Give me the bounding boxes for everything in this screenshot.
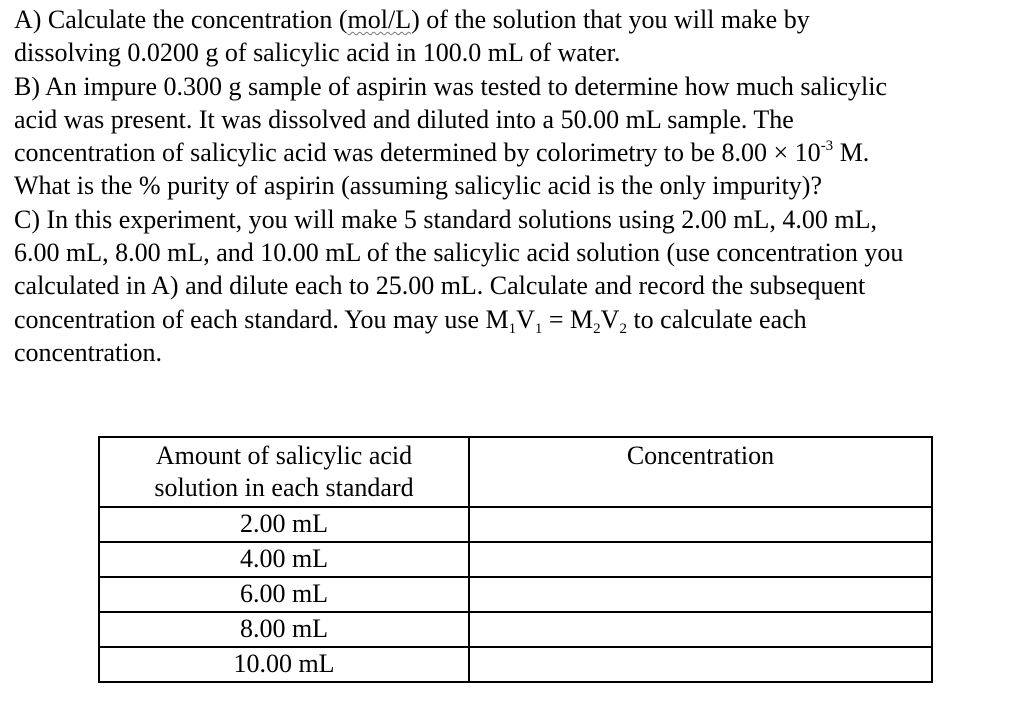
question-a: [14, 3, 1014, 70]
spelling-squiggle: mol/L: [347, 5, 412, 34]
table-row: [99, 577, 932, 612]
concentration-cell[interactable]: [469, 612, 932, 647]
concentration-cell[interactable]: [469, 507, 932, 542]
concentration-cell[interactable]: [469, 542, 932, 577]
subscript: 2: [619, 320, 627, 337]
question-b-line-1: B) An impure 0.300 g sample of aspirin was tested to determine how much salicylic: [14, 71, 887, 101]
concentration-column-header: Concentration: [469, 437, 932, 507]
amount-cell: 8.00 mL: [99, 612, 469, 647]
question-b-line-2: acid was present. It was dissolved and diluted into a 50.00 mL sample. The: [14, 104, 794, 134]
question-b-text: [14, 70, 1014, 203]
concentration-cell[interactable]: [469, 577, 932, 612]
question-b: [14, 70, 1014, 203]
table-row: [99, 507, 932, 542]
table-row: [99, 542, 932, 577]
question-c-line-2: 6.00 mL, 8.00 mL, and 10.00 mL of the salicylic acid solution (use concentration you: [14, 238, 904, 268]
exponent: -3: [820, 138, 834, 155]
subscript: 1: [534, 320, 543, 337]
question-text: [14, 3, 1014, 369]
question-c-line-3: calculated in A) and dilute each to 25.00 mL. Calculate and record the subsequent: [14, 271, 866, 301]
amount-column-header: Amount of salicylic acid solution in each standard: [99, 437, 469, 507]
question-a-text: [14, 3, 1014, 70]
question-c-text: [14, 203, 1014, 369]
question-b-line-3: concentration of salicylic acid was determined by colorimetry to be $8.00 \times 10^{-3}$ M.: [14, 138, 870, 168]
question-c: [14, 203, 1014, 369]
concentration-cell[interactable]: [469, 647, 932, 682]
table-row: [99, 647, 932, 682]
table-row: [99, 612, 932, 647]
subscript: 1: [508, 320, 517, 337]
amount-cell: 2.00 mL: [99, 507, 469, 542]
question-c-line-5: concentration.: [14, 337, 162, 367]
question-c-line-1: C) In this experiment, you will make 5 standard solutions using 2.00 mL, 4.00 mL,: [14, 204, 877, 234]
amount-cell: 4.00 mL: [99, 542, 469, 577]
amount-cell: 6.00 mL: [99, 577, 469, 612]
amount-cell: 10.00 mL: [99, 647, 469, 682]
question-c-line-4: concentration of each standard. You may use $M_1V_1 = M_2V_2$ to calculate each: [14, 304, 807, 337]
question-a-line-1: A) Calculate the concentration (mol/L) of the solution that you will make by: [14, 5, 810, 34]
table-header-row: [99, 437, 932, 507]
question-a-line-2: dissolving 0.0200 g of salicylic acid in 100.0 mL of water.: [14, 38, 621, 68]
subscript: 2: [593, 320, 601, 337]
question-b-line-4: What is the % purity of aspirin (assuming salicylic acid is the only impurity)?: [14, 171, 822, 201]
standards-table: [98, 436, 933, 683]
